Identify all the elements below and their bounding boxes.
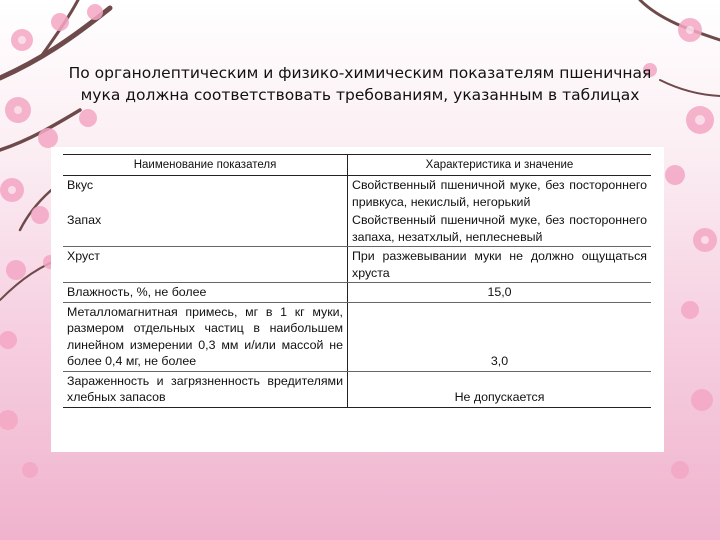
heading-line-1: По органолептическим и физико-химическим показателям пшеничная xyxy=(68,64,652,82)
row-name: Металломагнитная примесь, мг в 1 кг муки, размером отдельных частиц в наибольшем линейном измерении 0,3 мм и/или массой не более 0,4 мг, не более xyxy=(63,302,348,371)
column-header-value: Характеристика и значение xyxy=(348,155,652,176)
row-name: Вкус xyxy=(63,176,348,212)
row-value: 3,0 xyxy=(348,302,652,371)
requirements-table xyxy=(63,154,651,408)
table-header-row xyxy=(63,155,651,176)
row-value: 15,0 xyxy=(348,283,652,303)
heading-line-2: мука должна соответствовать требованиям, указанным в таблицах xyxy=(80,86,640,104)
column-header-name: Наименование показателя xyxy=(63,155,348,176)
row-name: Запах xyxy=(63,211,348,247)
row-name: Влажность, %, не более xyxy=(63,283,348,303)
row-value: Свойственный пшеничной муке, без постороннего привкуса, некислый, негорький xyxy=(352,178,647,209)
row-name: Хруст xyxy=(63,247,348,283)
table-row xyxy=(63,247,651,283)
row-value: Не допускается xyxy=(348,371,652,407)
table-row xyxy=(63,176,651,212)
requirements-table-image xyxy=(51,147,664,452)
table-row xyxy=(63,371,651,407)
row-value: Свойственный пшеничной муке, без постороннего запаха, незатхлый, неплесневый xyxy=(348,211,652,247)
table-row xyxy=(63,283,651,303)
table-row xyxy=(63,302,651,371)
row-name: Зараженность и загрязненность вредителями хлебных запасов xyxy=(63,371,348,407)
row-value: При разжевывании муки не должно ощущаться хруста xyxy=(348,247,652,283)
slide-heading xyxy=(40,62,680,106)
table-row xyxy=(63,211,651,247)
